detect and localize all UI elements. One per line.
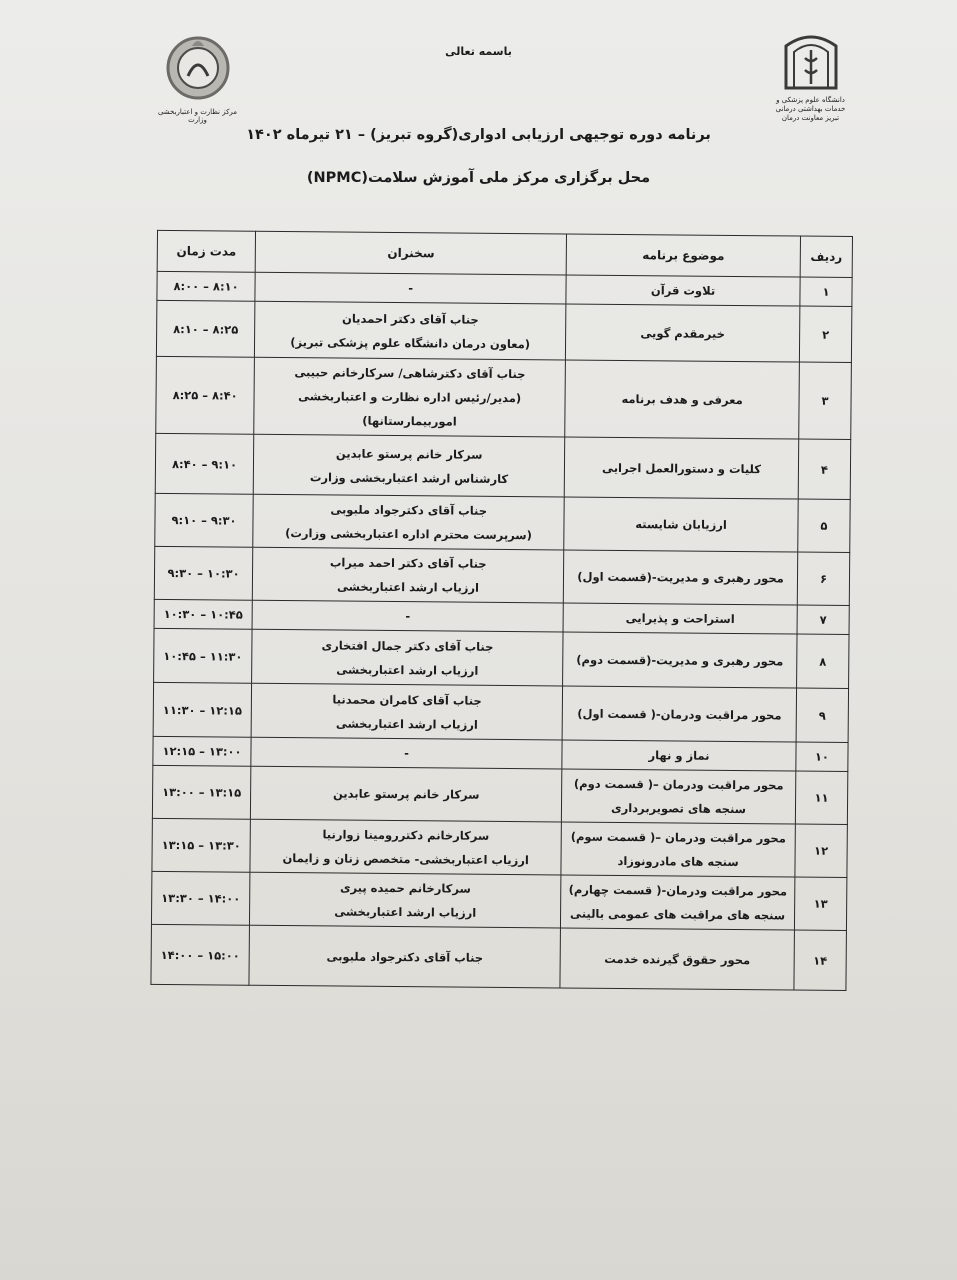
header-time: مدت زمان [157,230,255,272]
row-number: ۱۲ [795,824,847,877]
header-speaker: سخنران [255,231,566,275]
row-topic [564,437,798,499]
row-speaker [251,766,562,822]
speaker-line: جناب آقای دکتر احمد میراب [329,555,487,571]
row-time: ۹:۱۰ – ۹:۳۰ [155,493,254,547]
speaker-line: - [404,746,410,761]
row-topic [561,822,795,877]
row-time: ۱۰:۳۰ – ۱۰:۴۵ [154,599,252,629]
table-row [155,433,850,499]
row-number: ۳ [799,362,852,439]
row-number: ۶ [797,552,849,605]
row-topic [563,550,797,605]
speaker-line: جناب آقای دکتر جمال افتخاری [321,637,494,654]
topic-line: نماز و نهار [648,748,710,763]
row-topic [565,360,799,439]
row-time: ۱۳:۰۰ – ۱۳:۱۵ [152,765,251,819]
row-time: ۸:۴۰ – ۹:۱۰ [155,433,254,494]
header-num: ردیف [800,236,852,277]
speaker-line: سرکار خانم پرستو عابدین [332,786,480,802]
topic-line: محور رهبری و مدیریت-(قسمت اول) [577,569,784,586]
speaker-line: سرکارخانم دکتررومینا زوارنیا [322,827,490,843]
row-speaker [251,683,562,740]
topic-line: محور مراقبت ودرمان –( قسمت دوم) [573,776,784,793]
row-speaker [255,301,566,360]
row-speaker [254,357,566,437]
row-topic [564,497,798,552]
row-time: ۸:۲۵ – ۸:۴۰ [156,356,255,434]
speaker-line: (سرپرست محترم اداره اعتباربخشی وزارت) [285,526,532,543]
topic-line: کلیات و دستورالعمل اجرایی [602,460,762,476]
row-number: ۸ [797,634,850,688]
speaker-line: - [405,609,411,624]
topic-line: سنجه های تصویربرداری [611,800,747,817]
row-topic [560,928,794,990]
row-speaker [253,434,565,497]
table-row [151,924,846,990]
row-topic [562,740,796,771]
schedule-body [151,271,852,990]
speaker-line: کارشناس ارشد اعتباربخشی وزارت [309,469,509,486]
speaker-line: سرکارخانم حمیده پیری [339,880,471,896]
row-time: ۱۰:۴۵ – ۱۱:۳۰ [154,628,253,683]
table-row [152,765,847,824]
speaker-line: جناب آقای دکترجواد ملبوبی [330,502,488,518]
topic-line: سنجه های مادرونوزاد [617,853,739,870]
table-row [151,871,846,930]
row-speaker [249,925,561,988]
speaker-line: (مدیر/رئیس اداره نظارت و اعتباربخشی اموربیمارستانها) [298,389,522,429]
table-row [156,356,852,439]
speaker-line: ارزیاب ارشد اعتباربخشی [334,904,477,920]
topic-line: ارزیابان شایسته [635,517,727,532]
speaker-line: جناب آقای دکترشاهی/ سرکارخانم حبیبی [294,365,526,382]
document-title: برنامه دوره توجیهی ارزیابی ادواری(گروه تبریز) – ۲۱ تیرماه ۱۴۰۲ [246,127,711,143]
row-time: ۱۳:۱۵ – ۱۳:۳۰ [152,818,251,872]
row-topic [566,275,800,306]
bismillah-heading: باسمه تعالی [445,45,512,58]
table-row [154,628,849,688]
row-time: ۱۴:۰۰ – ۱۵:۰۰ [151,924,250,985]
row-topic [562,686,796,742]
table-header-row [157,230,852,277]
table-row [156,300,851,362]
row-speaker [252,629,563,686]
row-time: ۱۳:۳۰ – ۱۴:۰۰ [151,871,250,925]
speaker-line: جناب آقای دکتر احمدیان [342,311,479,327]
header-topic: موضوع برنامه [566,234,800,277]
row-number: ۱۰ [796,742,848,771]
topic-line: محور مراقبت ودرمان-( قسمت اول) [577,706,782,722]
row-speaker [251,737,562,769]
speaker-line: ارزیاب ارشد اعتباربخشی [336,662,479,678]
topic-line: محور مراقبت ودرمان-( قسمت چهارم) [568,882,788,899]
row-speaker [250,819,561,875]
row-number: ۱۱ [795,771,847,824]
speaker-line: ارزیاب اعتباربخشی- متخصص زنان و زایمان [282,851,529,868]
row-time: ۱۱:۳۰ – ۱۲:۱۵ [153,682,252,737]
document-subtitle: محل برگزاری مرکز ملی آموزش سلامت(NPMC) [306,170,651,186]
logo-left-caption: مرکز نظارت و اعتباربخشی وزارت [157,108,238,124]
accreditation-seal-icon [162,30,234,102]
row-topic [563,603,797,634]
speaker-line: ارزیاب ارشد اعتباربخشی [337,579,480,595]
row-time: ۸:۱۰ – ۸:۲۵ [156,300,255,357]
row-speaker [255,272,566,304]
row-topic [561,875,795,930]
row-time: ۱۲:۱۵ – ۱۳:۰۰ [153,736,251,766]
topic-line: سنجه های مراقبت های عمومی بالینی [570,906,786,923]
topic-line: معرفی و هدف برنامه [621,391,743,408]
university-logo [768,28,853,123]
row-time: ۸:۰۰ – ۸:۱۰ [157,271,255,301]
topic-line: تلاوت قرآن [650,283,716,298]
row-number: ۴ [798,439,851,499]
row-speaker [252,600,563,632]
speaker-line: - [408,281,414,296]
topic-line: محور مراقبت ودرمان –( قسمت سوم) [570,829,786,846]
logo-right-caption: دانشگاه علوم پزشکی و خدمات بهداشتی درمانی تبریز معاونت درمان [775,96,846,122]
topic-line: استراحت و پذیرایی [625,611,735,626]
speaker-line: (معاون درمان دانشگاه علوم پزشکی تبریز) [290,334,531,351]
topic-line: محور رهبری و مدیریت-(قسمت دوم) [576,652,784,668]
row-speaker [250,872,561,928]
row-number: ۹ [796,688,849,742]
row-speaker [253,494,564,550]
speaker-line: جناب آقای دکترجواد ملبوبی [326,948,484,965]
table-row [154,546,849,605]
row-number: ۵ [798,499,850,552]
row-number: ۷ [797,605,849,634]
row-topic [566,304,800,362]
row-topic [563,632,797,688]
row-number: ۱ [800,277,852,306]
university-emblem-icon [778,28,844,90]
topic-line: محور حقوق گیرنده خدمت [604,951,751,967]
row-number: ۲ [799,306,852,362]
row-time: ۹:۳۰ – ۱۰:۳۰ [154,546,253,600]
speaker-line: جناب آقای کامران محمدنیا [332,691,482,708]
accreditation-logo [150,30,245,124]
row-number: ۱۴ [794,930,847,990]
table-row [155,493,850,552]
row-speaker [252,547,563,603]
table-row [153,682,848,742]
speaker-line: سرکار خانم پرستو عابدین [335,445,483,462]
topic-line: خیرمقدم گویی [640,325,725,341]
schedule-table [150,230,853,991]
row-number: ۱۳ [794,877,846,930]
table-row [152,818,847,877]
row-topic [562,769,796,824]
speaker-line: ارزیاب ارشد اعتباربخشی [335,716,478,732]
